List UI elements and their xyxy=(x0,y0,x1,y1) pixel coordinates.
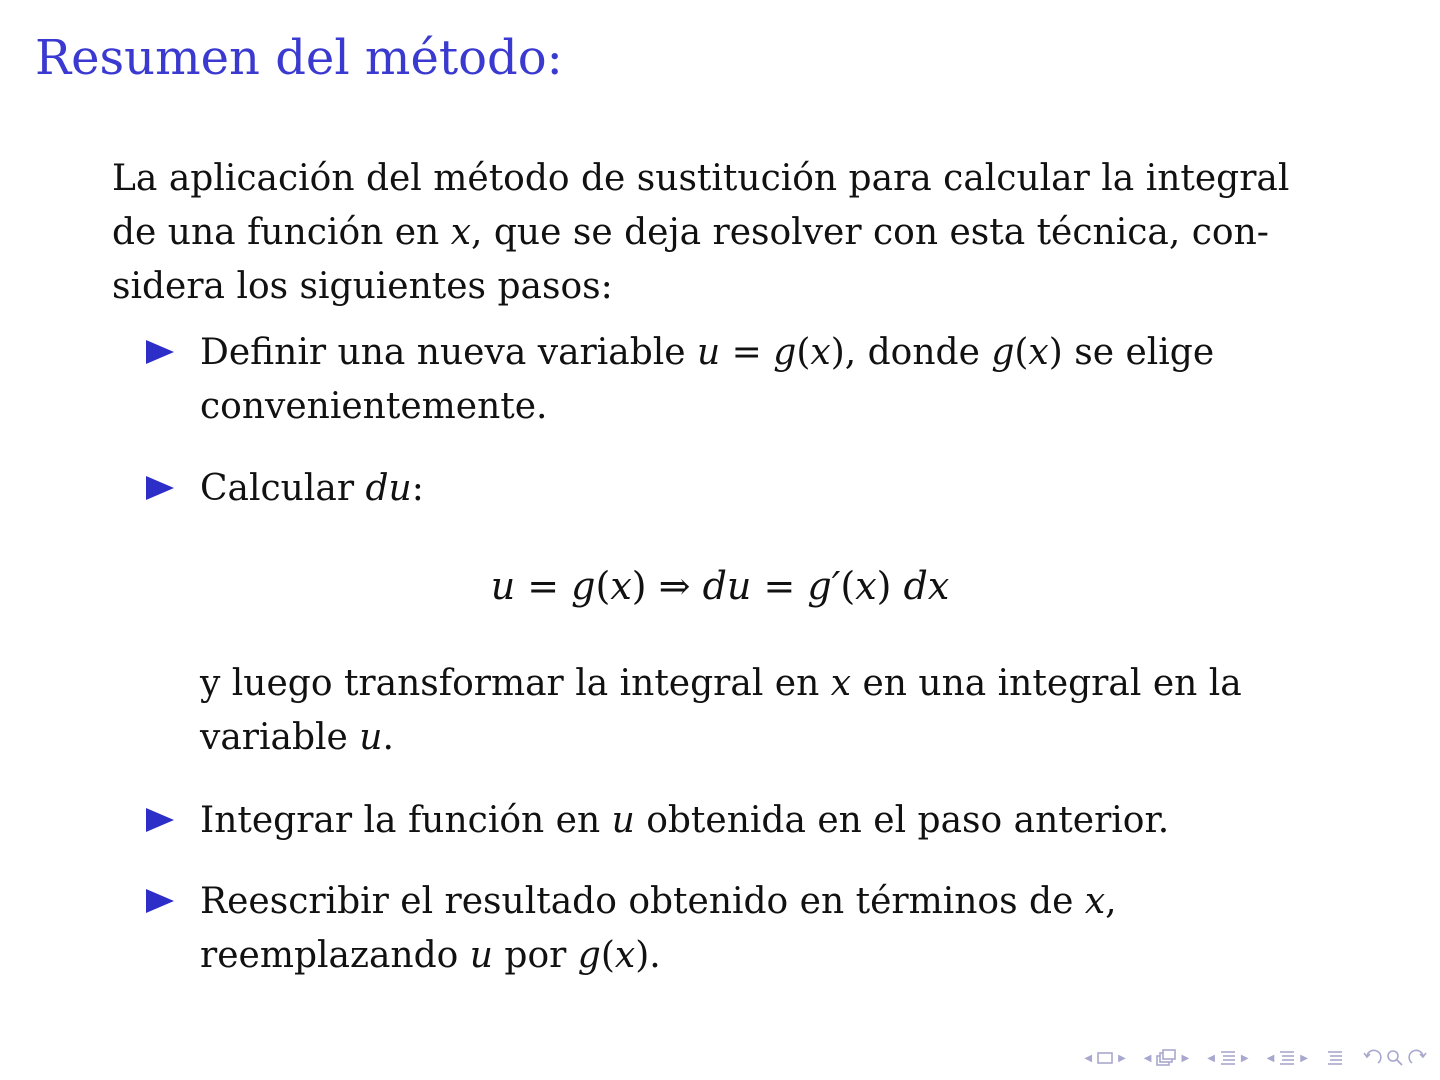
math-variable: du xyxy=(365,468,412,509)
text: variable xyxy=(200,717,360,758)
nav-subsection-icon[interactable] xyxy=(1155,1049,1177,1067)
math-variable: dx xyxy=(891,564,950,608)
text: se elige xyxy=(1062,332,1215,373)
math-variable: g xyxy=(571,564,596,608)
math-paren: ( xyxy=(595,564,611,608)
intro-line-2 xyxy=(112,206,1328,260)
math-paren: ( xyxy=(840,564,856,608)
text: reemplazando xyxy=(200,935,470,976)
math-paren: ) xyxy=(1048,332,1063,373)
nav-left-arrow-icon[interactable]: ◀ xyxy=(1084,1052,1093,1064)
nav-left-arrow-icon[interactable]: ◀ xyxy=(1143,1052,1152,1064)
display-equation xyxy=(0,559,1440,613)
math-variable: u xyxy=(697,332,721,373)
math-operator: = xyxy=(720,332,774,373)
math-paren: ) xyxy=(830,332,845,373)
math-variable: x xyxy=(855,564,877,608)
bullet-2-continuation xyxy=(200,657,1242,765)
nav-search-icon[interactable] xyxy=(1386,1049,1404,1067)
bullet-line xyxy=(200,326,1214,380)
slide-title: Resumen del método: xyxy=(35,30,563,86)
bullet-triangle-icon xyxy=(146,889,174,913)
bullet-text xyxy=(200,326,1214,434)
bullet-line xyxy=(200,794,1169,848)
intro-line-3: sidera los siguientes pasos: xyxy=(112,266,613,307)
nav-section-group[interactable] xyxy=(1207,1049,1248,1067)
math-variable: du xyxy=(702,564,752,608)
intro-line-1: La aplicación del método de sustitución para calcular la integral xyxy=(112,158,1290,199)
math-variable: x xyxy=(1028,332,1049,373)
text: . xyxy=(649,935,661,976)
nav-forward-icon[interactable] xyxy=(1408,1049,1428,1067)
nav-frame-group[interactable] xyxy=(1084,1051,1125,1065)
math-variable: g xyxy=(577,935,601,976)
bullet-triangle-icon xyxy=(146,340,174,364)
math-variable: x xyxy=(810,332,831,373)
math-variable: x xyxy=(1084,881,1106,922)
math-variable: u xyxy=(611,800,635,841)
text: Calcular xyxy=(200,468,366,509)
text: obtenida en el paso anterior. xyxy=(634,800,1170,841)
bullet-line xyxy=(200,929,1117,983)
nav-right-arrow-icon[interactable]: ▶ xyxy=(1300,1052,1308,1064)
text: : xyxy=(411,468,424,509)
nav-left-arrow-icon[interactable]: ◀ xyxy=(1207,1052,1215,1064)
text: Integrar la función en xyxy=(200,800,612,841)
math-variable: g′ xyxy=(807,564,841,608)
bullet-line: convenientemente. xyxy=(200,386,548,427)
bullet-triangle-icon xyxy=(146,476,174,500)
math-operator: = xyxy=(751,564,808,608)
nav-right-arrow-icon[interactable]: ▶ xyxy=(1181,1052,1190,1064)
text: , donde xyxy=(844,332,992,373)
math-variable: u xyxy=(490,564,516,608)
math-paren: ( xyxy=(796,332,811,373)
text: . xyxy=(382,717,394,758)
math-paren: ( xyxy=(600,935,615,976)
math-variable: x xyxy=(450,212,471,253)
math-paren: ( xyxy=(1014,332,1029,373)
text: en una integral en la xyxy=(851,663,1242,704)
nav-back-icon[interactable] xyxy=(1362,1049,1382,1067)
math-paren: ) xyxy=(876,564,892,608)
math-variable: u xyxy=(469,935,493,976)
text: y luego transformar la integral en xyxy=(200,663,831,704)
nav-right-arrow-icon[interactable]: ▶ xyxy=(1240,1052,1249,1064)
nav-document-group[interactable] xyxy=(1326,1049,1344,1067)
math-variable: g xyxy=(991,332,1015,373)
text: Definir una nueva variable xyxy=(200,332,698,373)
text: , xyxy=(1105,881,1117,922)
text: Reescribir el resultado obtenido en términos de xyxy=(200,881,1085,922)
math-operator: ⇒ xyxy=(646,564,703,608)
beamer-navigation-bar xyxy=(1084,1046,1428,1070)
nav-subsection-group[interactable] xyxy=(1144,1049,1189,1067)
continuation-line xyxy=(200,657,1242,711)
nav-search-group[interactable] xyxy=(1362,1049,1428,1067)
math-variable: x xyxy=(830,663,852,704)
intro-text: , que se deja resolver con esta técnica, con- xyxy=(471,212,1269,253)
bullet-text xyxy=(200,794,1169,848)
math-variable: x xyxy=(610,564,632,608)
nav-section-icon[interactable] xyxy=(1219,1049,1237,1067)
text: por xyxy=(492,935,578,976)
bullet-triangle-icon xyxy=(146,808,174,832)
bullet-line xyxy=(200,462,424,516)
nav-frame-icon[interactable] xyxy=(1096,1051,1114,1065)
math-paren: ) xyxy=(635,935,650,976)
nav-left-arrow-icon[interactable]: ◀ xyxy=(1266,1052,1275,1064)
continuation-line xyxy=(200,711,1242,765)
math-variable: u xyxy=(359,717,383,758)
bullet-text xyxy=(200,462,424,516)
math-operator: = xyxy=(515,564,572,608)
nav-right-arrow-icon[interactable]: ▶ xyxy=(1118,1052,1126,1064)
intro-paragraph xyxy=(112,152,1328,314)
math-paren: ) xyxy=(631,564,647,608)
math-variable: g xyxy=(773,332,797,373)
nav-outline-group[interactable] xyxy=(1267,1049,1308,1067)
bullet-text xyxy=(200,875,1117,983)
math-variable: x xyxy=(614,935,636,976)
nav-document-icon[interactable] xyxy=(1326,1049,1344,1067)
nav-outline-icon[interactable] xyxy=(1278,1049,1296,1067)
intro-text: de una función en xyxy=(112,212,451,253)
bullet-line xyxy=(200,875,1117,929)
